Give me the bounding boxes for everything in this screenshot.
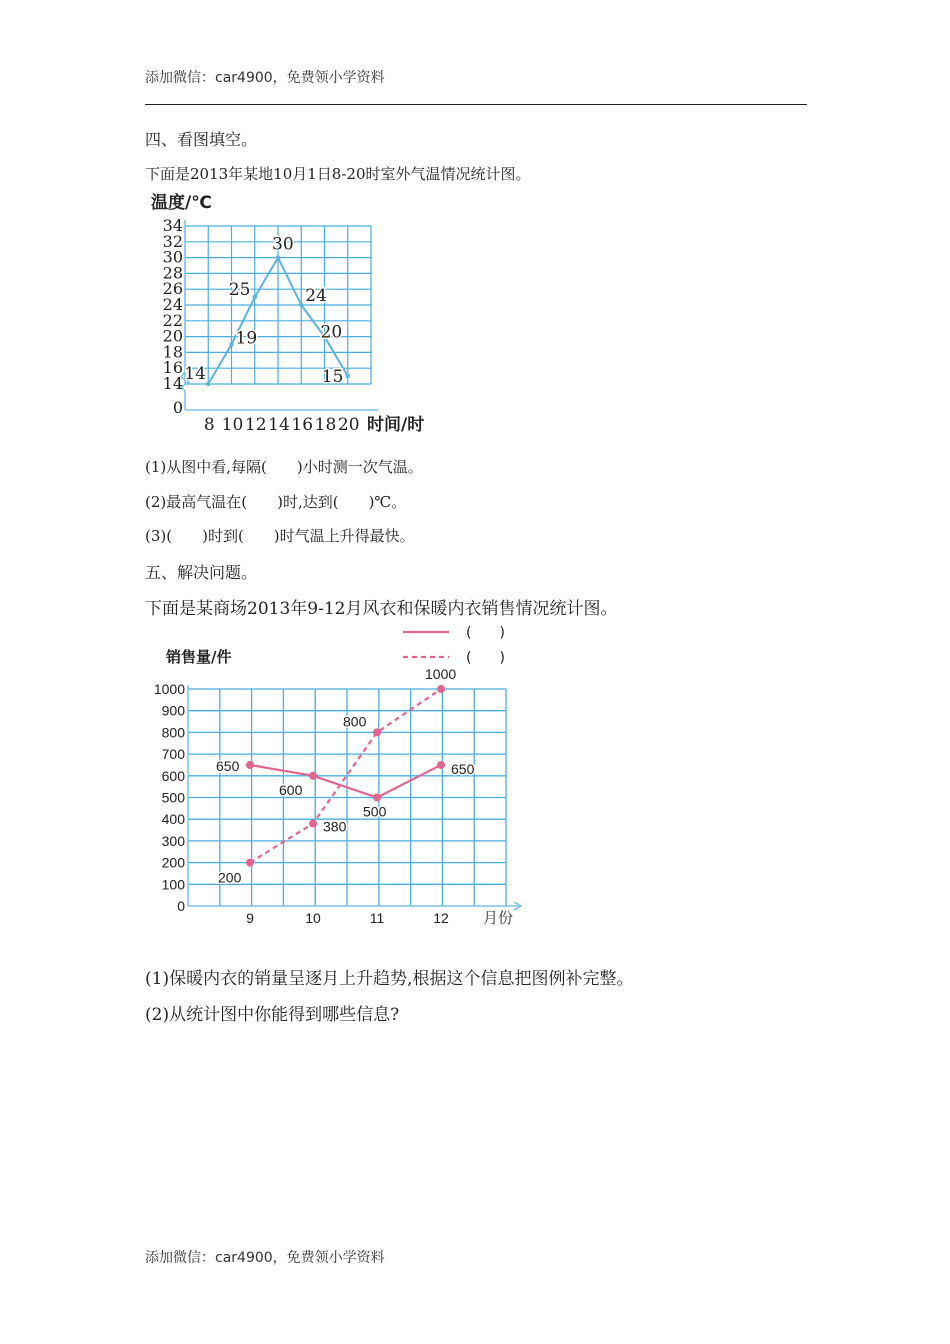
temp-data-label: 20 bbox=[320, 322, 343, 343]
sales-y-tick-label: 1000 bbox=[153, 681, 185, 697]
sales-data-label: 500 bbox=[363, 803, 387, 820]
legend-label: ( ) bbox=[466, 625, 505, 641]
temp-x-tick-label: 14 bbox=[268, 415, 290, 435]
temp-y-tick-label: 20 bbox=[162, 326, 183, 346]
sales-y-tick-label: 600 bbox=[161, 767, 185, 784]
temp-y-tick-label: 32 bbox=[162, 231, 183, 251]
temp-y-tick-label: 22 bbox=[162, 310, 183, 330]
temp-y-tick-label: 30 bbox=[162, 247, 183, 267]
sales-x-axis-title: 月份 bbox=[483, 909, 514, 927]
sales-data-label: 650 bbox=[451, 760, 475, 777]
section4-question-2: (2)最高气温在( )时,达到( )℃。 bbox=[145, 493, 407, 511]
page-footer: 添加微信：car4900，免费领小学资料 bbox=[145, 1250, 385, 1266]
section4-question-1: (1)从图中看,每隔( )小时测一次气温。 bbox=[145, 458, 423, 476]
section5-question-1: (1)保暖内衣的销量呈逐月上升趋势,根据这个信息把图例补完整。 bbox=[145, 969, 634, 989]
sales-y-tick-label: 700 bbox=[161, 746, 185, 763]
sales-x-tick-label: 10 bbox=[305, 910, 321, 926]
sales-point bbox=[309, 820, 317, 828]
sales-y-tick-label: 500 bbox=[161, 789, 185, 806]
temp-x-tick-label: 8 bbox=[203, 415, 215, 435]
section5-title: 五、解决问题。 bbox=[145, 563, 258, 582]
sales-chart-ticks bbox=[154, 681, 449, 926]
temp-y-tick-label: 24 bbox=[162, 295, 183, 314]
sales-x-tick-label: 9 bbox=[246, 910, 254, 926]
temp-data-label: 25 bbox=[228, 280, 251, 301]
temp-y-tick-label: 34 bbox=[162, 216, 183, 235]
sales-data-label: 600 bbox=[279, 781, 303, 798]
temp-data-label: 24 bbox=[305, 286, 327, 306]
sales-point bbox=[437, 685, 445, 693]
temp-y-axis-title: 温度/℃ bbox=[151, 193, 212, 213]
sales-data-label: 200 bbox=[218, 869, 242, 886]
temp-x-tick-label: 20 bbox=[337, 415, 360, 435]
temp-y-tick-label: 28 bbox=[162, 263, 183, 283]
page-header: 添加微信：car4900，免费领小学资料 bbox=[145, 70, 385, 86]
temp-y-tick-label: 18 bbox=[162, 342, 183, 362]
sales-point bbox=[373, 728, 381, 736]
sales-x-tick-label: 12 bbox=[433, 910, 449, 926]
sales-y-tick-label: 100 bbox=[161, 876, 185, 893]
section4-title: 四、看图填空。 bbox=[145, 130, 258, 149]
sales-y-tick-label: 300 bbox=[161, 832, 185, 849]
temp-y-tick-label: 16 bbox=[162, 358, 183, 378]
sales-data-label: 380 bbox=[323, 818, 347, 835]
sales-point bbox=[309, 772, 317, 780]
temp-y-tick-label: 14 bbox=[162, 374, 183, 393]
sales-y-tick-label: 0 bbox=[177, 898, 185, 914]
sales-point bbox=[246, 761, 254, 769]
temp-x-tick-label: 18 bbox=[314, 415, 337, 435]
sales-point bbox=[246, 859, 254, 867]
sales-x-tick-label: 11 bbox=[369, 910, 385, 926]
sales-chart-legend bbox=[403, 625, 505, 666]
temp-x-tick-label: 12 bbox=[244, 415, 267, 435]
temp-x-axis-title: 时间/时 bbox=[367, 415, 425, 435]
temp-y-tick-label: 26 bbox=[162, 279, 183, 299]
section4-intro: 下面是2013年某地10月1日8-20时室外气温情况统计图。 bbox=[145, 165, 531, 183]
section5-intro: 下面是某商场2013年9-12月风衣和保暖内衣销售情况统计图。 bbox=[145, 599, 618, 619]
temp-data-label: 15 bbox=[321, 367, 344, 388]
sales-data-label: 800 bbox=[343, 713, 367, 730]
temp-data-label: 30 bbox=[272, 234, 294, 255]
temp-x-tick-label: 10 bbox=[221, 415, 244, 435]
sales-data-label: 650 bbox=[216, 757, 240, 774]
section4-question-3: (3)( )时到( )时气温上升得最快。 bbox=[145, 527, 415, 545]
temp-y-tick-label: 0 bbox=[172, 398, 183, 417]
section5-question-2: (2)从统计图中你能得到哪些信息? bbox=[145, 1005, 400, 1025]
legend-label: ( ) bbox=[466, 650, 505, 666]
sales-y-axis-title: 销售量/件 bbox=[166, 648, 232, 666]
sales-point bbox=[437, 761, 445, 769]
sales-point bbox=[373, 794, 381, 802]
temp-data-label: 14 bbox=[184, 364, 206, 384]
sales-y-tick-label: 900 bbox=[161, 702, 185, 719]
temp-data-label: 19 bbox=[235, 328, 258, 349]
temp-x-tick-label: 16 bbox=[291, 415, 314, 435]
sales-y-tick-label: 200 bbox=[161, 854, 185, 871]
sales-y-tick-label: 400 bbox=[161, 811, 185, 828]
sales-y-tick-label: 800 bbox=[161, 724, 185, 741]
sales-data-label: 1000 bbox=[425, 666, 457, 682]
